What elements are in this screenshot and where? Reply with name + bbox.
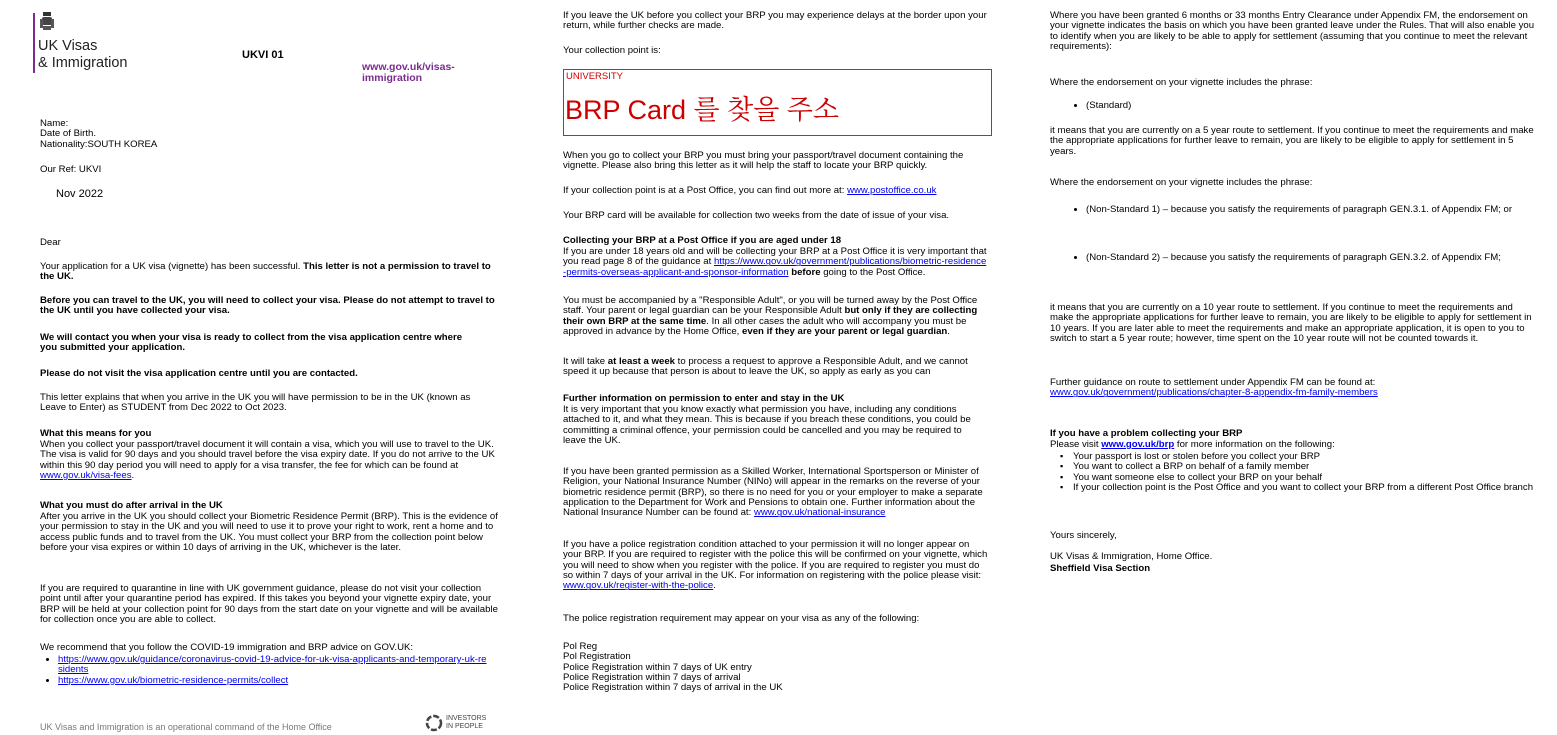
university-label: UNIVERSITY bbox=[566, 71, 624, 82]
list-item bbox=[58, 655, 488, 676]
ukvi-logo bbox=[38, 38, 127, 72]
footer-text: UK Visas and Immigration is an operational command of the Home Office bbox=[40, 722, 332, 732]
brp-address-note: BRP Card 를 찾을 주소 bbox=[565, 95, 839, 125]
collection-point-box bbox=[563, 69, 992, 136]
heading-after-arrival: What you must do after arrival in the UK bbox=[40, 500, 223, 511]
success-text: Your application for a UK visa (vignette) has been successful. bbox=[40, 261, 301, 272]
paragraph-phrase-1: Where the endorsement on your vignette includes the phrase: bbox=[1050, 77, 1313, 88]
list-item: ▪ You want someone else to collect your BRP on your behalf bbox=[1073, 473, 1553, 483]
under18-text: If you are under 18 years old and will be collecting your BRP at a Post Office it is very important that you read page 8 of the guidance at bbox=[563, 246, 987, 268]
paragraph-quarantine: If you are required to quarantine in line with UK government guidance, please do not visit your collection point until after your quarantine period has expired. If this takes you beyond your vignette expiry date, your BRP will be held at your collection point for 90 days from the start date on your vignette and will be available for collection once you are able to collect. bbox=[40, 583, 498, 626]
closing: Yours sincerely, bbox=[1050, 530, 1117, 541]
logo-divider bbox=[33, 13, 35, 73]
name-field: Name: bbox=[40, 118, 69, 129]
list-item: Pol Reg bbox=[563, 641, 598, 652]
logo-line-1: UK Visas bbox=[38, 38, 98, 54]
heading-under-18: Collecting your BRP at a Post Office if you are aged under 18 bbox=[563, 235, 842, 246]
week-text-c: to process a request to approve a Responsible Adult, and we cannot speed it up because that person is about to leave the UK, so apply as early as you can bbox=[563, 356, 968, 378]
paragraph-collect-visa: Before you can travel to the UK, you will need to collect your visa. Please do not attempt to travel to the UK until you have collected your visa. bbox=[40, 295, 495, 317]
letter-date: Nov 2022 bbox=[56, 188, 104, 200]
royal-crest-icon bbox=[40, 12, 54, 32]
nationality-field: Nationality:SOUTH KOREA bbox=[40, 138, 158, 150]
paragraph-further-guidance bbox=[1050, 378, 1538, 399]
letter-page-2 bbox=[563, 0, 993, 735]
register-police-link[interactable]: www.gov.uk/register-with-the-police bbox=[563, 580, 714, 592]
investors-line-1: INVESTORS bbox=[446, 715, 487, 722]
not-permission-text: This letter is not a permission to travel to the UK. bbox=[40, 261, 491, 283]
means-text: When you collect your passport/travel document it will contain a visa, which you will use to travel to the UK. The visa is valid for 90 days and you should travel before the visa expiry date. If you do not arrive to the UK within this 90 day period you will need to apply for a visa transfer, the fee for which can be found at bbox=[40, 439, 495, 471]
covid-advice-link[interactable]: https://www.gov.uk/guidance/coronavirus-covid-19-advice-for-uk-visa-applicants-and-temporary-uk-residents bbox=[58, 654, 487, 676]
list-item bbox=[58, 676, 488, 686]
week-text-b: at least a week bbox=[607, 356, 675, 367]
gov-link-line-1: www.gov.uk/visas- bbox=[362, 61, 455, 73]
nino-text: If you have been granted permission as a Skilled Worker, International Sportsperson or Minister of Religion, your National Insurance Number (NINo) will appear in the remarks on the reverse of your biometric residence permit (BRP), so there is no need for you or your employer to make a separate application to the Department for Work and Pensions to obtain one. Further information about the National Insurance Number can be found at: bbox=[563, 466, 983, 519]
post-office-text: If your collection point is at a Post Office, you can find out more at: bbox=[563, 185, 845, 196]
visit-text-a: Please visit bbox=[1050, 439, 1099, 450]
under18-end-text: going to the Post Office. bbox=[823, 266, 926, 278]
week-text-a: It will take bbox=[563, 356, 606, 367]
list-item: Police Registration within 7 days of arrival in the UK bbox=[563, 682, 783, 694]
further-guidance-text: Further guidance on route to settlement under Appendix FM can be found at: bbox=[1050, 377, 1376, 388]
paragraph-what-this-means: When you collect your passport/travel document it will contain a visa, which you will use to travel to the UK. The visa is valid for 90 days and you should travel before the visa expiry date. If you do not arrive to the UK within this 90 day period you will need to apply for a visa transfer, the fee for which can be found at www.gov.uk/visa-fees. bbox=[40, 439, 495, 482]
brp-link[interactable]: www.gov.uk/brp bbox=[1101, 439, 1175, 450]
paragraph-responsible-adult: You must be accompanied by a "Responsible Adult", or you will be turned away by the Post Office staff. Your parent or legal guardian can be your Responsible Adult but only if they are collecting their own BRP at the same time. In all other cases the adult who will accompany you must be approved in advance by the Home Office, even if they are your parent or legal guardian. bbox=[563, 295, 978, 338]
our-ref: Our Ref: UKVI bbox=[40, 164, 102, 175]
paragraph-after-arrival: After you arrive in the UK you should collect your Biometric Residence Permit (BRP). This is the evidence of your permission to stay in the UK and you will need to use it to prove your right to work, rent a home and to access public funds and to travel from the UK. You must collect your BRP from the collection point below before your visa expires or within 10 days of arriving in the UK, whichever is the later. bbox=[40, 511, 498, 554]
paragraph-5-year: it means that you are currently on a 5 year route to settlement. If you continue to meet the requirements and make the appropriate applications for further leave to remain, you are likely to be eligible to apply for settlement in 5 years. bbox=[1050, 125, 1534, 157]
paragraph-contact: We will contact you when your visa is ready to collect from the visa application centre where you submitted your application. bbox=[40, 332, 463, 354]
paragraph-do-not-visit: Please do not visit the visa application centre until you are contacted. bbox=[40, 368, 358, 379]
letter-page-1 bbox=[38, 0, 498, 735]
list-item: ▪ If your collection point is the Post Office and you want to collect your BRP from a different Post Office branch bbox=[1073, 483, 1553, 493]
paragraph-recommend: We recommend that you follow the COVID-19 immigration and BRP advice on GOV.UK: bbox=[40, 642, 414, 653]
list-item: • (Non-Standard 1) – because you satisfy the requirements of paragraph GEN.3.1. of Appendix FM; or bbox=[1086, 205, 1516, 215]
signature-line-1: UK Visas & Immigration, Home Office. bbox=[1050, 551, 1213, 562]
paragraph-bring-passport: When you go to collect your BRP you must bring your passport/travel document containing the vignette. Please also bring this letter as it will help the staff to locate your BRP quickly. bbox=[563, 150, 964, 172]
gov-visas-link[interactable] bbox=[362, 62, 455, 84]
visa-fees-link[interactable]: www.gov.uk/visa-fees bbox=[40, 470, 132, 482]
list-item: ▪ You want to collect a BRP on behalf of a family member bbox=[1073, 462, 1553, 472]
list-item: • (Non-Standard 2) – because you satisfy the requirements of paragraph GEN.3.2. of Appendix FM; bbox=[1086, 253, 1516, 263]
appendix-fm-link[interactable]: www.gov.uk/government/publications/chapter-8-appendix-fm-family-members bbox=[1050, 387, 1378, 399]
list-item: • (Standard) bbox=[1086, 101, 1131, 111]
paragraph-success bbox=[40, 262, 495, 283]
salutation: Dear bbox=[40, 237, 61, 248]
visit-text-b: for more information on the following: bbox=[1176, 439, 1335, 450]
paragraph-leave-uk: If you leave the UK before you collect your BRP you may experience delays at the border upon your return, while further checks are made. bbox=[563, 10, 987, 32]
logo-line-2: & Immigration bbox=[38, 55, 128, 71]
before-text: before bbox=[791, 266, 821, 278]
postoffice-link[interactable]: www.postoffice.co.uk bbox=[847, 185, 937, 196]
gov-link-line-2: immigration bbox=[362, 72, 423, 84]
signature-line-2: Sheffield Visa Section bbox=[1050, 563, 1151, 574]
list-item: Police Registration within 7 days of UK entry bbox=[563, 661, 752, 673]
national-insurance-link[interactable]: www.gov.uk/national-insurance bbox=[753, 507, 886, 519]
paragraph-10-year: it means that you are currently on a 10 year route to settlement. If you continue to meet the requirements and make the appropriate applications for further leave to remain, you are likely to be eligible to apply for settlement in 10 years. If you are later able to meet the requirements and make an appropriate application, it is open to you to switch to start a 5 year route; however, time spent on the 10 year route will not be counted towards it. bbox=[1050, 302, 1532, 345]
heading-what-this-means: What this means for you bbox=[40, 428, 152, 439]
investors-in-people-logo bbox=[424, 714, 494, 732]
paragraph-phrase-2: Where the endorsement on your vignette includes the phrase: bbox=[1050, 177, 1313, 188]
adult-text-c: . In all other cases the adult who will accompany you must be approved in advance by the Home Office, bbox=[563, 315, 967, 338]
paragraph-entry-clearance: Where you have been granted 6 months or 33 months Entry Clearance under Appendix FM, the endorsement on your vignette indicates the basis on which you have been granted leave under the Rules. That will also enable you to identify when you are likely to be able to apply for settlement (assuming that you continue to meet the relevant requirements): bbox=[1050, 10, 1535, 53]
paragraph-week bbox=[563, 357, 988, 378]
heading-further-info: Further information on permission to enter and stay in the UK bbox=[563, 393, 845, 404]
list-item: Pol Registration bbox=[563, 651, 631, 663]
police-text: If you have a police registration condition attached to your permission it will no longer appear on your BRP. If you are required to register with the police this will be confirmed on your vignette, which you will need to show when you register with the police. If you are required to register you must do so within 7 days of your arrival in the UK. For information on registering with the police please visit: bbox=[563, 539, 988, 582]
paragraph-police: If you have a police registration condition attached to your permission it will no longer appear on your BRP. If you are required to register with the police this will be confirmed on your vignette, which you will need to show when you register with the police. If you are required to register you must do so within 7 days of your arrival in the UK. For information on registering with the police please visit: www.gov.uk/register-with-the-police. bbox=[563, 539, 988, 592]
paragraph-nino bbox=[563, 467, 988, 519]
paragraph-post-office bbox=[563, 186, 988, 196]
ref-code: UKVI 01 bbox=[242, 49, 284, 61]
investors-circle-icon bbox=[424, 714, 444, 732]
heading-problem-collecting: If you have a problem collecting your BRP bbox=[1050, 428, 1243, 439]
list-item: Police Registration within 7 days of arrival bbox=[563, 672, 741, 684]
adult-text-d: even if they are your parent or legal guardian bbox=[742, 326, 948, 338]
paragraph-police-requirement: The police registration requirement may appear on your visa as any of the following: bbox=[563, 613, 920, 624]
adult-text-a: You must be accompanied by a "Responsible Adult", or you will be turned away by the Post Office staff. Your parent or legal guardian can be your Responsible Adult bbox=[563, 295, 978, 317]
investors-line-2: IN PEOPLE bbox=[446, 723, 483, 730]
police-registration-list bbox=[563, 642, 783, 694]
dob-field: Date of Birth. bbox=[40, 128, 96, 140]
letter-page-3 bbox=[1050, 0, 1540, 735]
adult-text-b: but only if they are collecting their own BRP at the same time bbox=[563, 305, 978, 327]
brp-collect-link[interactable]: https://www.gov.uk/biometric-residence-permits/collect bbox=[58, 674, 289, 686]
paragraph-please-visit bbox=[1050, 440, 1538, 450]
paragraph-further-info: It is very important that you know exactly what permission you have, including any conditions attached to it, and what they mean. This is because if you breach these conditions, you could be committing a criminal offence, your permission could be cancelled and you may be required to leave the UK. bbox=[563, 404, 971, 447]
paragraph-under-18 bbox=[563, 247, 988, 278]
list-item: ▪ Your passport is lost or stolen before you collect your BRP bbox=[1073, 452, 1553, 462]
paragraph-leave-to-enter: This letter explains that when you arrive in the UK you will have permission to be in the UK (known as Leave to Enter) as STUDENT from Dec 2022 to Oct 2023. bbox=[40, 392, 471, 414]
paragraph-availability: Your BRP card will be available for collection two weeks from the date of issue of your visa. bbox=[563, 210, 950, 221]
biometric-guidance-link[interactable]: https://www.gov.uk/government/publications/biometric-residence-permits-overseas-applicant-and-sponsor-information bbox=[563, 256, 987, 278]
collection-point-label: Your collection point is: bbox=[563, 45, 661, 56]
